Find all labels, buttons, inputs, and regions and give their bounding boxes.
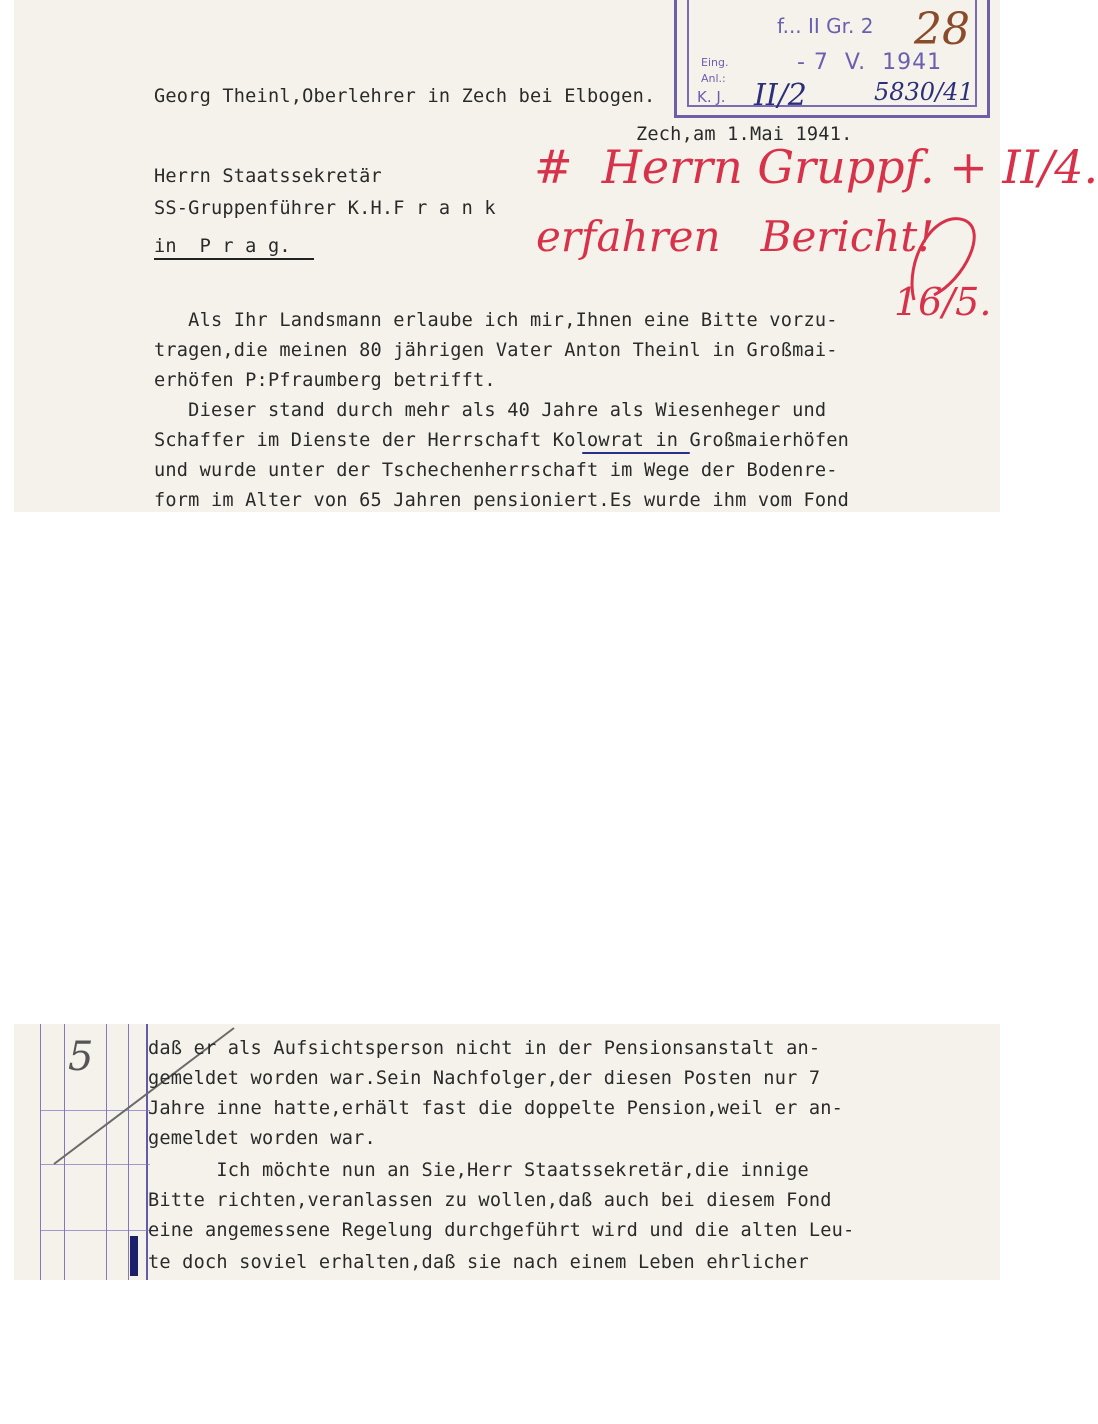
- stamp-date: - 7 V. 1941: [797, 50, 943, 75]
- scan-fragment-top: [14, 0, 1098, 512]
- red-pencil-date: 16/5.: [894, 280, 992, 324]
- stamp-eing-label: Eing.: [701, 56, 729, 69]
- sender-line: Georg Theinl,Oberlehrer in Zech bei Elbogen.: [154, 86, 656, 107]
- recipient-line-1: Herrn Staatssekretär: [154, 166, 382, 187]
- recipient-line-3: in P r a g.: [154, 236, 291, 257]
- body-line-8: daß er als Aufsichtsperson nicht in der Pensionsanstalt an-: [148, 1038, 821, 1059]
- body-line-13: Bitte richten,veranlassen zu wollen,daß auch bei diesem Fond: [148, 1190, 832, 1211]
- margin-hrule-3: [40, 1230, 150, 1231]
- margin-ink-mark: [130, 1236, 138, 1276]
- body-line-6: und wurde unter der Tschechenherrschaft im Wege der Bodenre-: [154, 460, 838, 481]
- body-line-7: form im Alter von 65 Jahren pensioniert.Es wurde ihm vom Fond: [154, 490, 850, 511]
- body-line-10: Jahre inne hatte,erhält fast die doppelte Pension,weil er an-: [148, 1098, 844, 1119]
- body-line-15: te doch soviel erhalten,daß sie nach einem Leben ehrlicher: [148, 1252, 809, 1273]
- body-line-2: tragen,die meinen 80 jährigen Vater Anton Theinl in Großmai-: [154, 340, 838, 361]
- red-pencil-flourish: [894, 200, 994, 310]
- kolowrat-underline: [582, 452, 690, 454]
- date-line: Zech,am 1.Mai 1941.: [636, 124, 853, 145]
- scan-fragment-bottom: [14, 1024, 1000, 1280]
- stamp-ref-label: K. J.: [697, 88, 726, 106]
- body-line-12: Ich möchte nun an Sie,Herr Staatssekretär,die innige: [148, 1160, 809, 1181]
- body-line-5: Schaffer im Dienste der Herrschaft Kolowrat in Großmaierhöfen: [154, 430, 850, 451]
- stamp-ref-handwritten: II/2: [754, 78, 807, 113]
- body-line-3: erhöfen P:Pfraumberg betrifft.: [154, 370, 496, 391]
- folio-number: 28: [914, 4, 970, 55]
- body-line-14: eine angemessene Regelung durchgeführt wird und die alten Leu-: [148, 1220, 855, 1241]
- body-line-4: Dieser stand durch mehr als 40 Jahre als Wiesenheger und: [154, 400, 827, 421]
- red-pencil-note-2: erfahren Bericht!: [536, 212, 935, 261]
- stamp-anl-label: Anl.:: [701, 72, 726, 85]
- body-line-1: Als Ihr Landsmann erlaube ich mir,Ihnen eine Bitte vorzu-: [154, 310, 838, 331]
- margin-number: 5: [68, 1034, 94, 1080]
- body-line-11: gemeldet worden war.: [148, 1128, 376, 1149]
- body-line-9: gemeldet worden war.Sein Nachfolger,der diesen Posten nur 7: [148, 1068, 821, 1089]
- recipient-line-2: SS-Gruppenführer K.H.F r a n k: [154, 198, 496, 219]
- recipient-underline: [154, 258, 314, 260]
- red-pencil-note-1: # Herrn Gruppf. + II/4.: [534, 140, 1098, 194]
- stamp-ref-number: 5830/41: [874, 78, 974, 106]
- stamp-office-line: f... II Gr. 2: [777, 14, 874, 38]
- margin-rule-1: [40, 1024, 41, 1280]
